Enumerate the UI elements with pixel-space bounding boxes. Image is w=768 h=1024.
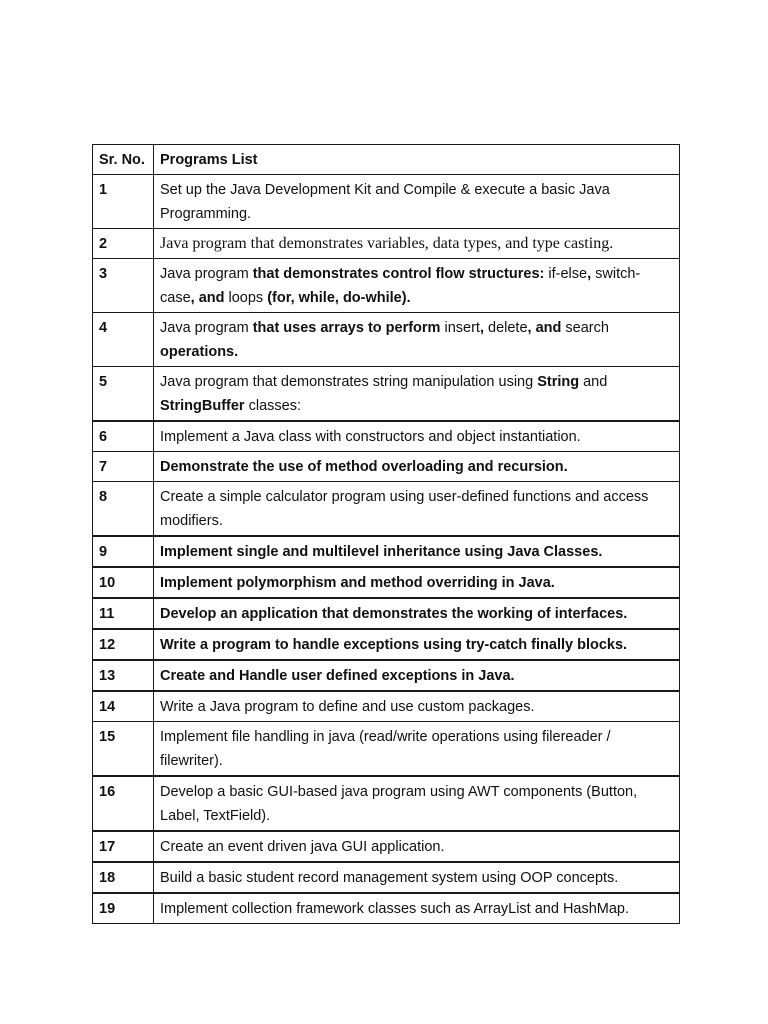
program-description	[154, 452, 680, 482]
bold-text: ,	[587, 266, 592, 282]
text: switch-case	[160, 266, 641, 306]
text: Create a simple calculator program using user-defined functions and access modifiers.	[160, 489, 649, 529]
table-row	[93, 536, 680, 567]
program-description	[154, 421, 680, 452]
row-number: 8	[93, 482, 154, 537]
row-number: 17	[93, 831, 154, 862]
row-number: 16	[93, 776, 154, 831]
table-row	[93, 421, 680, 452]
bold-text: StringBuffer	[160, 398, 245, 414]
text: Implement file handling in java (read/write operations using filereader / filewriter).	[160, 729, 611, 769]
bold-text: Create and Handle user defined exceptions in Java.	[160, 668, 515, 684]
program-description	[154, 691, 680, 722]
text: insert	[440, 320, 480, 336]
programs-list-header: Programs List	[154, 145, 680, 175]
table-row	[93, 629, 680, 660]
text: Develop a basic GUI-based java program using AWT components (Button, Label, TextField).	[160, 784, 638, 824]
row-number: 3	[93, 259, 154, 313]
program-description	[154, 313, 680, 367]
text: Implement collection framework classes such as ArrayList and HashMap.	[160, 901, 630, 917]
row-number: 11	[93, 598, 154, 629]
table-header-row	[93, 145, 680, 175]
row-number: 12	[93, 629, 154, 660]
bold-text: , and	[190, 290, 225, 306]
program-description	[154, 831, 680, 862]
program-description	[154, 536, 680, 567]
bold-text: (for, while, do-while).	[267, 290, 411, 306]
program-description	[154, 893, 680, 924]
text: if-else	[544, 266, 588, 282]
table-row	[93, 482, 680, 537]
row-number: 9	[93, 536, 154, 567]
bold-text: Demonstrate the use of method overloading and recursion.	[160, 459, 568, 475]
program-description	[154, 482, 680, 537]
table-row	[93, 598, 680, 629]
text: delete	[483, 320, 528, 336]
bold-text: Write a program to handle exceptions using try-catch finally blocks.	[160, 637, 628, 653]
row-number: 5	[93, 367, 154, 422]
row-number: 10	[93, 567, 154, 598]
row-number: 18	[93, 862, 154, 893]
program-description	[154, 367, 680, 422]
text: Java program	[160, 320, 253, 336]
table-row	[93, 567, 680, 598]
table-body	[93, 175, 680, 924]
bold-text: , and	[527, 320, 562, 336]
program-description	[154, 660, 680, 691]
table-row	[93, 259, 680, 313]
bold-text: Implement polymorphism and method overriding in Java.	[160, 575, 555, 591]
text: and	[579, 374, 608, 390]
program-description	[154, 776, 680, 831]
text: Build a basic student record management system using OOP concepts.	[160, 870, 619, 886]
row-number: 2	[93, 229, 154, 259]
program-description	[154, 259, 680, 313]
table-row	[93, 691, 680, 722]
row-number: 14	[93, 691, 154, 722]
bold-text: Implement single and multilevel inheritance using Java Classes.	[160, 544, 603, 560]
programs-table	[92, 144, 680, 924]
program-description	[154, 629, 680, 660]
table-row	[93, 862, 680, 893]
program-description	[154, 722, 680, 777]
row-number: 1	[93, 175, 154, 229]
table-row	[93, 175, 680, 229]
row-number: 4	[93, 313, 154, 367]
row-number: 13	[93, 660, 154, 691]
text: Create an event driven java GUI application.	[160, 839, 445, 855]
text: loops	[224, 290, 268, 306]
sr-no-header: Sr. No.	[93, 145, 154, 175]
row-number: 19	[93, 893, 154, 924]
table-row	[93, 660, 680, 691]
program-description	[154, 175, 680, 229]
text: Set up the Java Development Kit and Compile & execute a basic Java Programming.	[160, 182, 610, 222]
text: classes:	[244, 398, 302, 414]
bold-text: operations.	[160, 344, 239, 360]
table-row	[93, 776, 680, 831]
table-row	[93, 367, 680, 422]
program-description	[154, 567, 680, 598]
text: Java program that demonstrates string manipulation using	[160, 374, 538, 390]
row-number: 7	[93, 452, 154, 482]
row-number: 6	[93, 421, 154, 452]
table-row	[93, 893, 680, 924]
table-row	[93, 831, 680, 862]
bold-text: String	[537, 374, 580, 390]
bold-text: Develop an application that demonstrates the working of interfaces.	[160, 606, 628, 622]
table-row	[93, 313, 680, 367]
bold-text: ,	[479, 320, 484, 336]
table-row	[93, 722, 680, 777]
program-description	[154, 229, 680, 259]
bold-text: that demonstrates control flow structures:	[252, 266, 545, 282]
bold-text: that uses arrays to perform	[252, 320, 441, 336]
text: search	[561, 320, 609, 336]
row-number: 15	[93, 722, 154, 777]
program-description	[154, 862, 680, 893]
text: Write a Java program to define and use custom packages.	[160, 699, 535, 715]
text: Java program that demonstrates variables, data types, and type casting.	[160, 235, 614, 252]
program-description	[154, 598, 680, 629]
table-row	[93, 452, 680, 482]
text: Java program	[160, 266, 253, 282]
text: Implement a Java class with constructors and object instantiation.	[160, 429, 581, 445]
table-row	[93, 229, 680, 259]
